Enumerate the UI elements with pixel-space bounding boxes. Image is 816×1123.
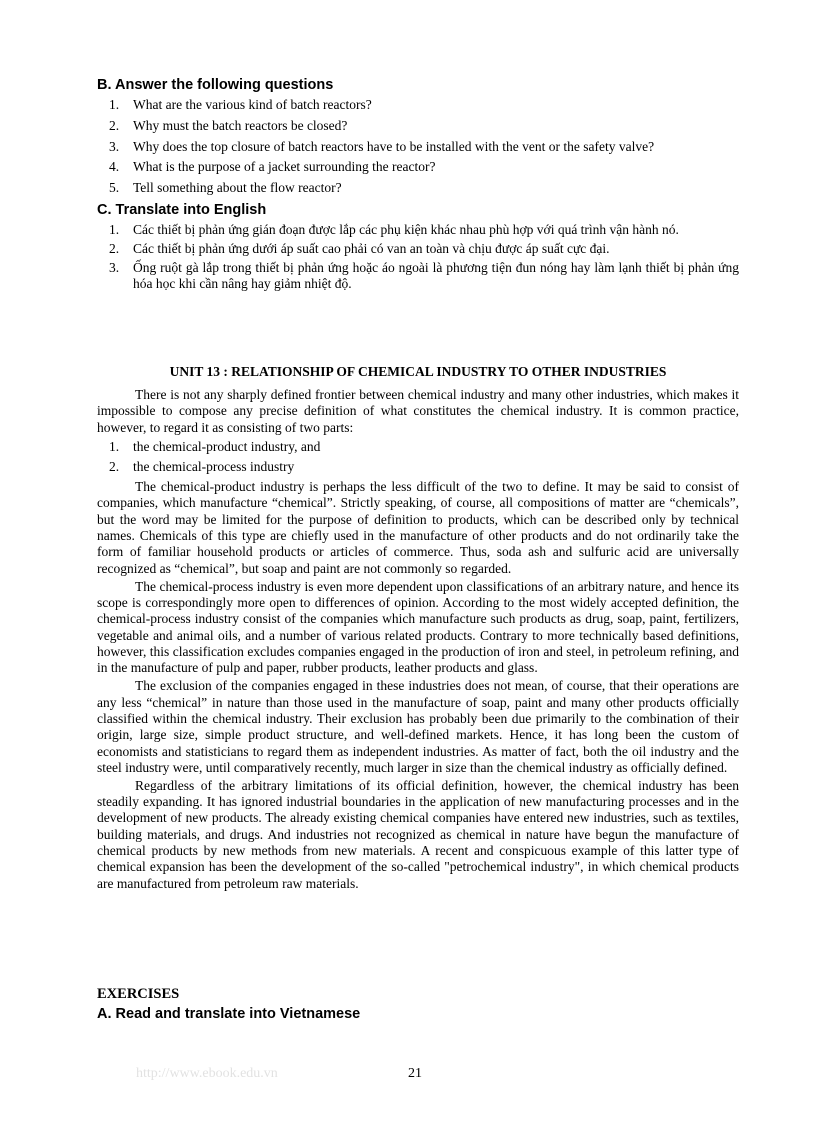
item-text: What is the purpose of a jacket surrounding the reactor? — [133, 159, 436, 175]
section-c — [97, 201, 739, 292]
page-number: 21 — [408, 1066, 422, 1081]
footer-url-watermark: http://www.ebook.edu.vn — [136, 1066, 278, 1081]
list-item — [97, 459, 739, 475]
list-item — [97, 180, 739, 196]
item-number: 2. — [109, 117, 120, 133]
item-text: What are the various kind of batch reactors? — [133, 97, 372, 112]
item-number: 3. — [109, 138, 120, 154]
item-text: Ống ruột gà lắp trong thiết bị phản ứng hoặc áo ngoài là phương tiện đun nóng hay làm lạnh thiết bị phản ứng hóa học khi cần nâng hay giảm nhiệt độ. — [133, 259, 739, 291]
section-c-heading: C. Translate into English — [97, 201, 267, 218]
intro-paragraph: There is not any sharply defined frontier between chemical industry and many other industries, which makes it impossible to compose any precise definition of what constitutes the chemical industry. It is common practice, however, to regard it as consisting of two parts: — [97, 387, 739, 435]
list-item — [97, 241, 739, 257]
unit-body — [97, 387, 739, 894]
item-text: Tell something about the flow reactor? — [133, 180, 342, 196]
section-c-sentences — [97, 222, 739, 292]
item-number: 1. — [109, 439, 120, 455]
item-number: 2. — [109, 459, 120, 475]
industry-parts-list — [97, 439, 739, 475]
item-number: 4. — [109, 159, 120, 175]
exercise-sections — [97, 76, 739, 295]
paragraph-expansion: Regardless of the arbitrary limitations of its official definition, however, the chemical industry has been steadily expanding. It has ignored industrial boundaries in the application of new manufacturing processes and in the development of new products. The already existing chemical companies have entered new industries, such as textiles, building materials, and drugs. And industries not recognized as chemical in nature have begun the manufacture of chemical products by new methods from new materials. A recent and conspicuous example of this latter type of chemical expansion has been the development of the so-called "petrochemical industry", in which chemical products are manufactured from petroleum raw materials. — [97, 777, 739, 891]
list-item — [97, 97, 739, 113]
unit-title: UNIT 13 : RELATIONSHIP OF CHEMICAL INDUSTRY TO OTHER INDUSTRIES — [169, 364, 667, 379]
item-number: 1. — [109, 221, 120, 237]
paragraph-chemical-product: The chemical-product industry is perhaps the less difficult of the two to define. It may be said to consist of companies, which manufacture “chemical”. Strictly speaking, of course, all compositions of matter are “chemicals”, but the word may be limited for the purpose of definition to products, which can be described only by technical names. Chemicals of this type are chiefly used in the manufacture of other products and do not ordinarily take the form of familiar household products or articles of commerce. Thus, soda ash and sulfuric acid are universally recognized as “chemical”, but soap and paint are not commonly so regarded. — [97, 479, 739, 576]
item-text: the chemical-process industry — [133, 459, 295, 475]
item-text: Why must the batch reactors be closed? — [133, 117, 348, 133]
section-b — [97, 76, 739, 196]
paragraph-exclusion: The exclusion of the companies engaged in these industries does not mean, of course, that their operations are any less “chemical” in nature than those used in the manufacture of soap, paint and many other products officially classified within the chemical industry. Their exclusion has probably been due primarily to the combination of their origin, large size, simple product structure, and well-defined markets. Hence, it has long been the custom of economists and statisticians to regard them as independent industries. As matter of fact, both the oil industry and the steel industry were, until comparatively recently, much larger in size than the chemical industry as officially defined. — [97, 678, 739, 775]
item-number: 3. — [109, 259, 120, 275]
list-item — [97, 439, 739, 455]
list-item — [97, 139, 739, 155]
list-item — [97, 222, 739, 238]
list-item — [97, 159, 739, 175]
item-text: the chemical-product industry, and — [133, 439, 321, 455]
list-item — [97, 118, 739, 134]
exercise-a-heading: A. Read and translate into Vietnamese — [97, 1006, 361, 1022]
paragraph-chemical-process: The chemical-process industry is even more dependent upon classifications of an arbitrary nature, and hence its scope is correspondingly more open to differences of opinion. According to the most widely accepted definition, the chemical-process industry consist of the companies which manufacture such products as drug, soap, paint, fertilizers, vegetable and animal oils, and a number of various related products. Contrary to more technically based definitions, however, this classification excludes companies engaged in the production of iron and steel, in petroleum refining, and in the manufacture of pulp and paper, rubber products, leather products and glass. — [97, 578, 739, 676]
item-number: 2. — [109, 240, 120, 256]
item-number: 1. — [109, 97, 120, 112]
item-text: Why does the top closure of batch reactors have to be installed with the vent or the safety valve? — [133, 138, 655, 154]
item-number: 5. — [109, 180, 120, 196]
list-item — [97, 260, 739, 292]
section-b-questions — [97, 97, 739, 196]
section-b-heading: B. Answer the following questions — [97, 77, 334, 93]
item-text: Các thiết bị phản ứng dưới áp suất cao phải có van an toàn và chịu được áp suất cực đại. — [133, 240, 610, 256]
item-text: Các thiết bị phản ứng gián đoạn được lắp các phụ kiện khác nhau phù hợp với quá trình vận hành nó. — [133, 221, 679, 237]
exercises-heading: EXERCISES — [97, 986, 180, 1002]
